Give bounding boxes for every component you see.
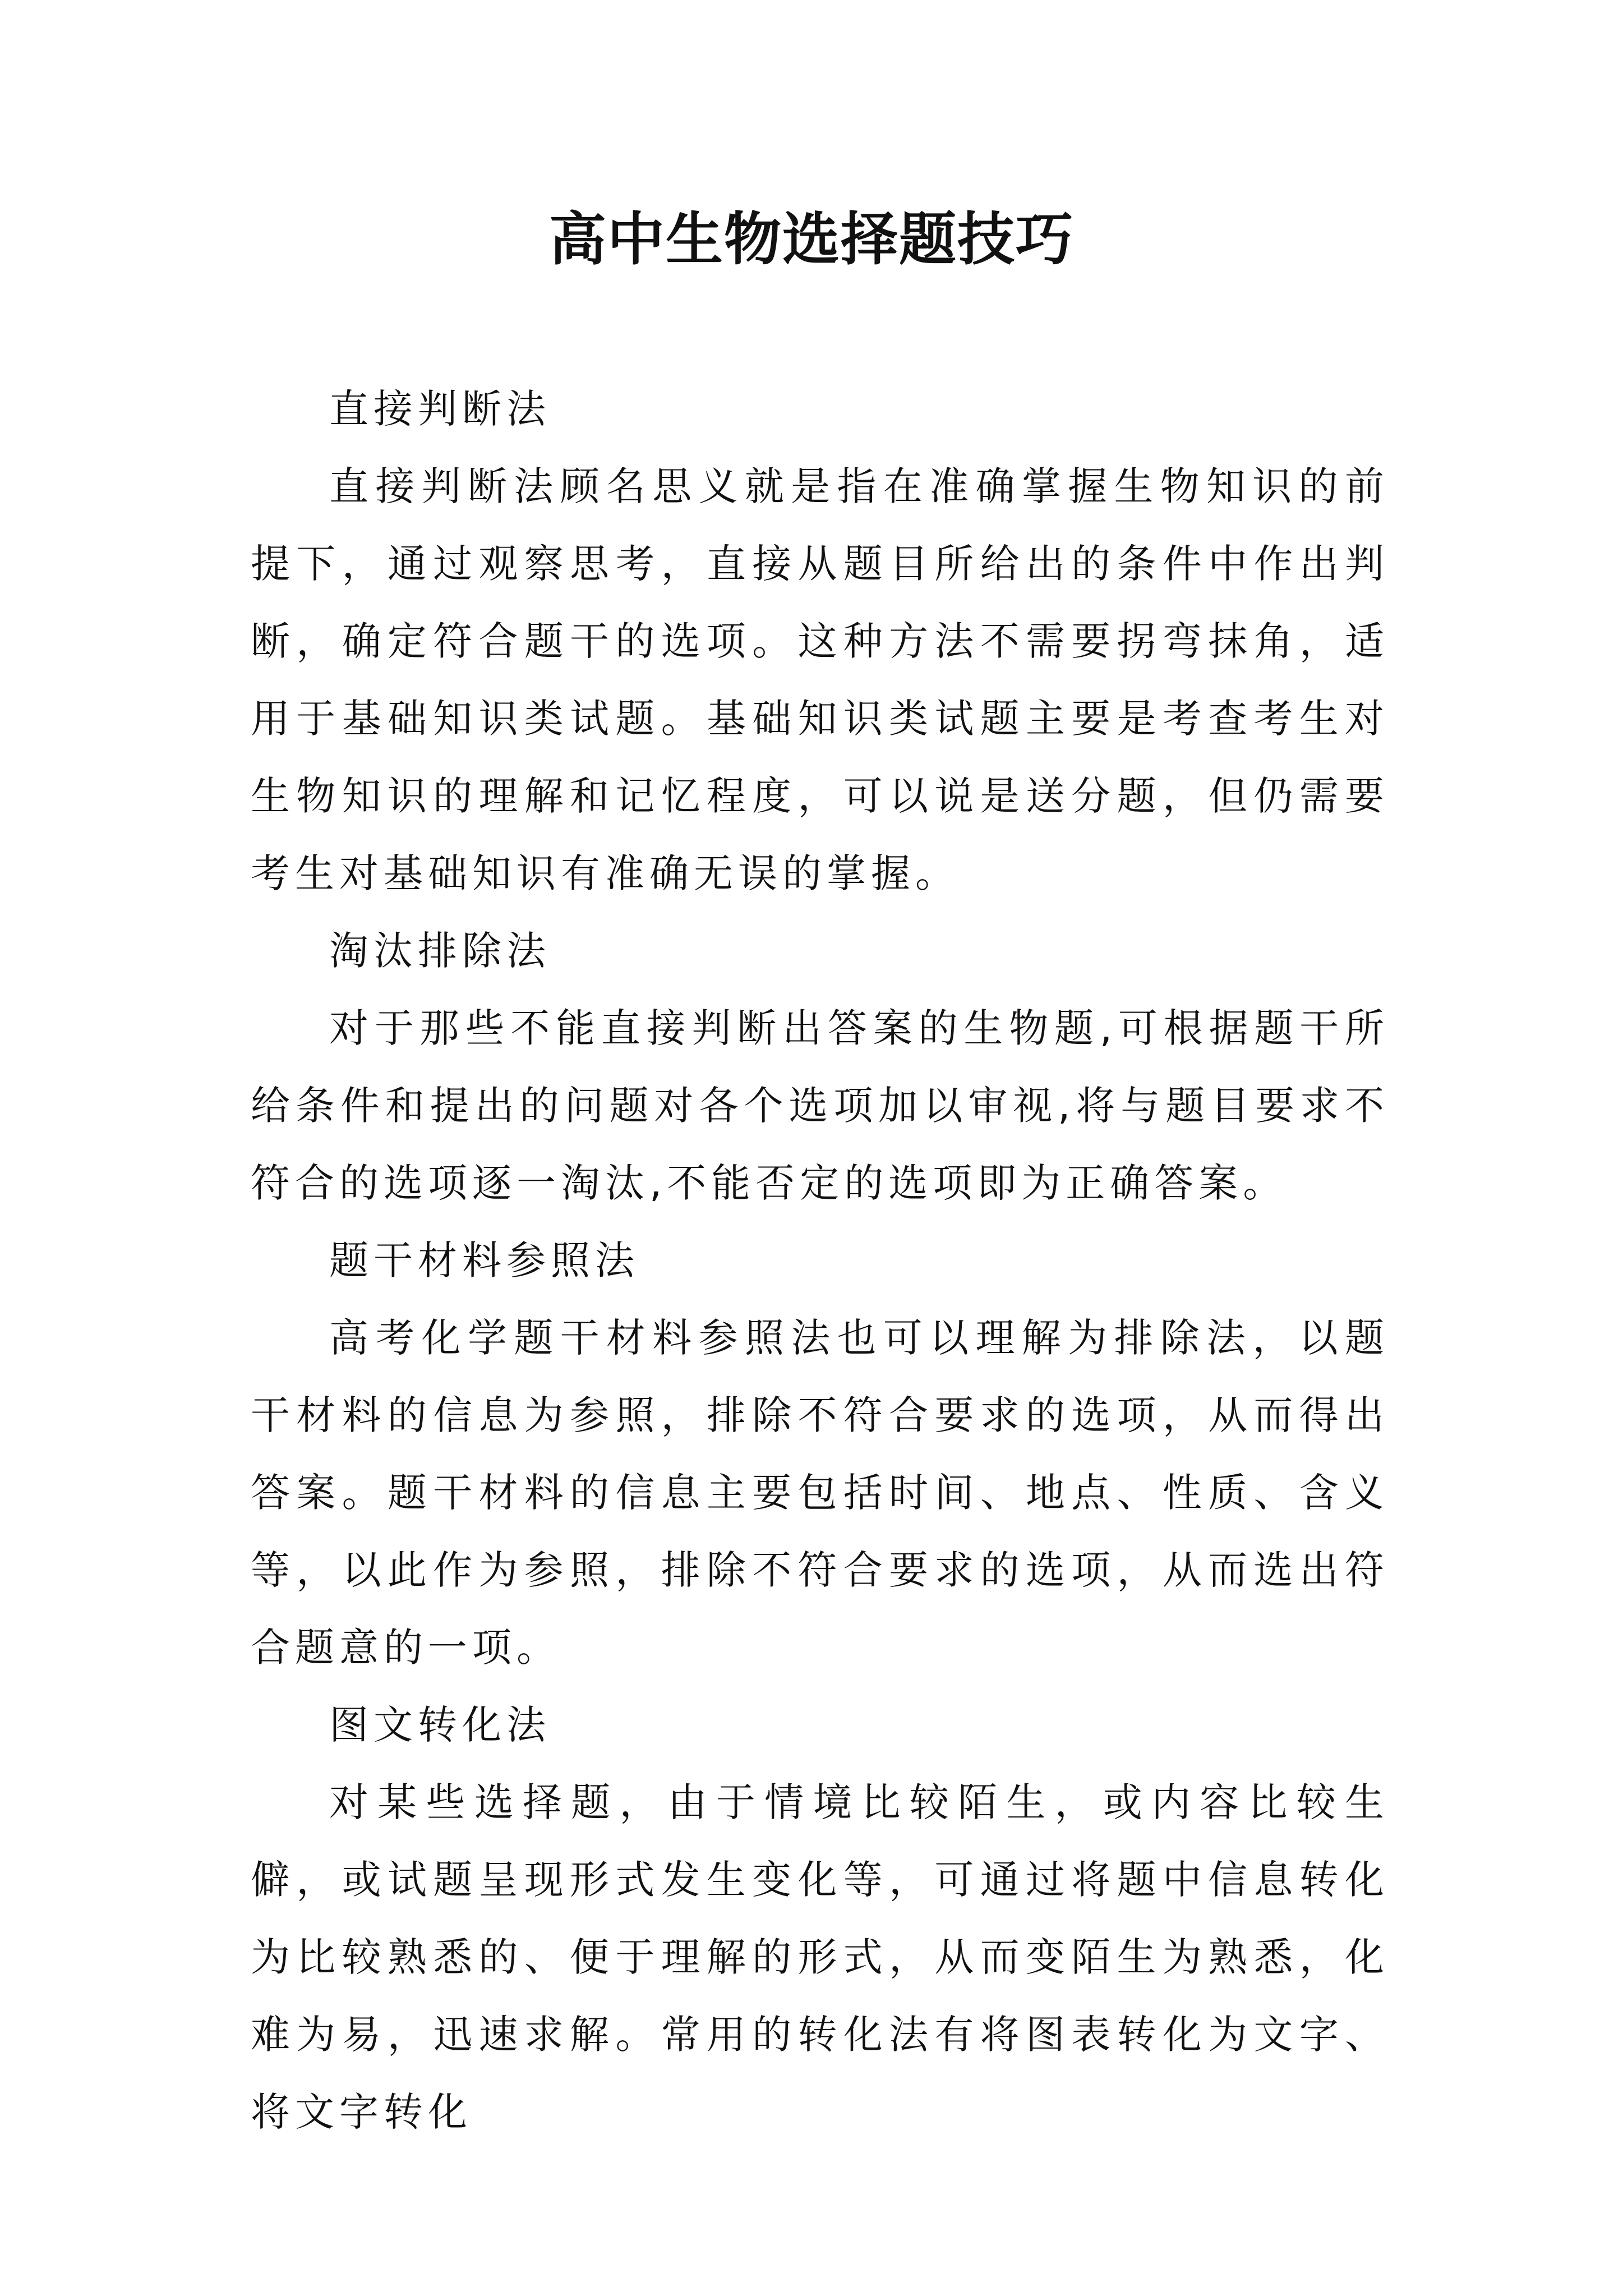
- section-body-graphic-text-conversion: 对某些选择题，由于情境比较陌生，或内容比较生僻，或试题呈现形式发生变化等，可通过将题中信息转化为比较熟悉的、便于理解的形式，从而变陌生为熟悉，化难为易，迅速求解。常用的转化法有将图表转化为文字、将文字转化: [251, 1779, 1389, 2135]
- section-body-direct-judgment: 直接判断法顾名思义就是指在准确掌握生物知识的前提下，通过观察思考，直接从题目所给出的条件中作出判断，确定符合题干的选项。这种方法不需要拐弯抹角，适用于基础知识类试题。基础知识类试题主要是考查考生对生物知识的理解和记忆程度，可以说是送分题，但仍需要考生对基础知识有准确无误的掌握。: [251, 463, 1389, 896]
- section-heading-stem-material-reference: 题干材料参照法: [329, 1237, 639, 1283]
- section-heading-graphic-text-conversion: 图文转化法: [329, 1702, 551, 1748]
- section-heading-elimination: 淘汰排除法: [329, 928, 551, 974]
- section-heading-direct-judgment: 直接判断法: [329, 386, 551, 432]
- document-body: [251, 370, 1389, 2151]
- section-body-stem-material-reference: 高考化学题干材料参照法也可以理解为排除法，以题干材料的信息为参照，排除不符合要求的选项，从而得出答案。题干材料的信息主要包括时间、地点、性质、含义等，以此作为参照，排除不符合要求的选项，从而选出符合题意的一项。: [251, 1315, 1389, 1671]
- document-title: 高中生物选择题技巧: [549, 206, 1074, 273]
- section-body-elimination: 对于那些不能直接判断出答案的生物题,可根据题干所给条件和提出的问题对各个选项加以审视,将与题目要求不符合的选项逐一淘汰,不能否定的选项即为正确答案。: [251, 1005, 1389, 1206]
